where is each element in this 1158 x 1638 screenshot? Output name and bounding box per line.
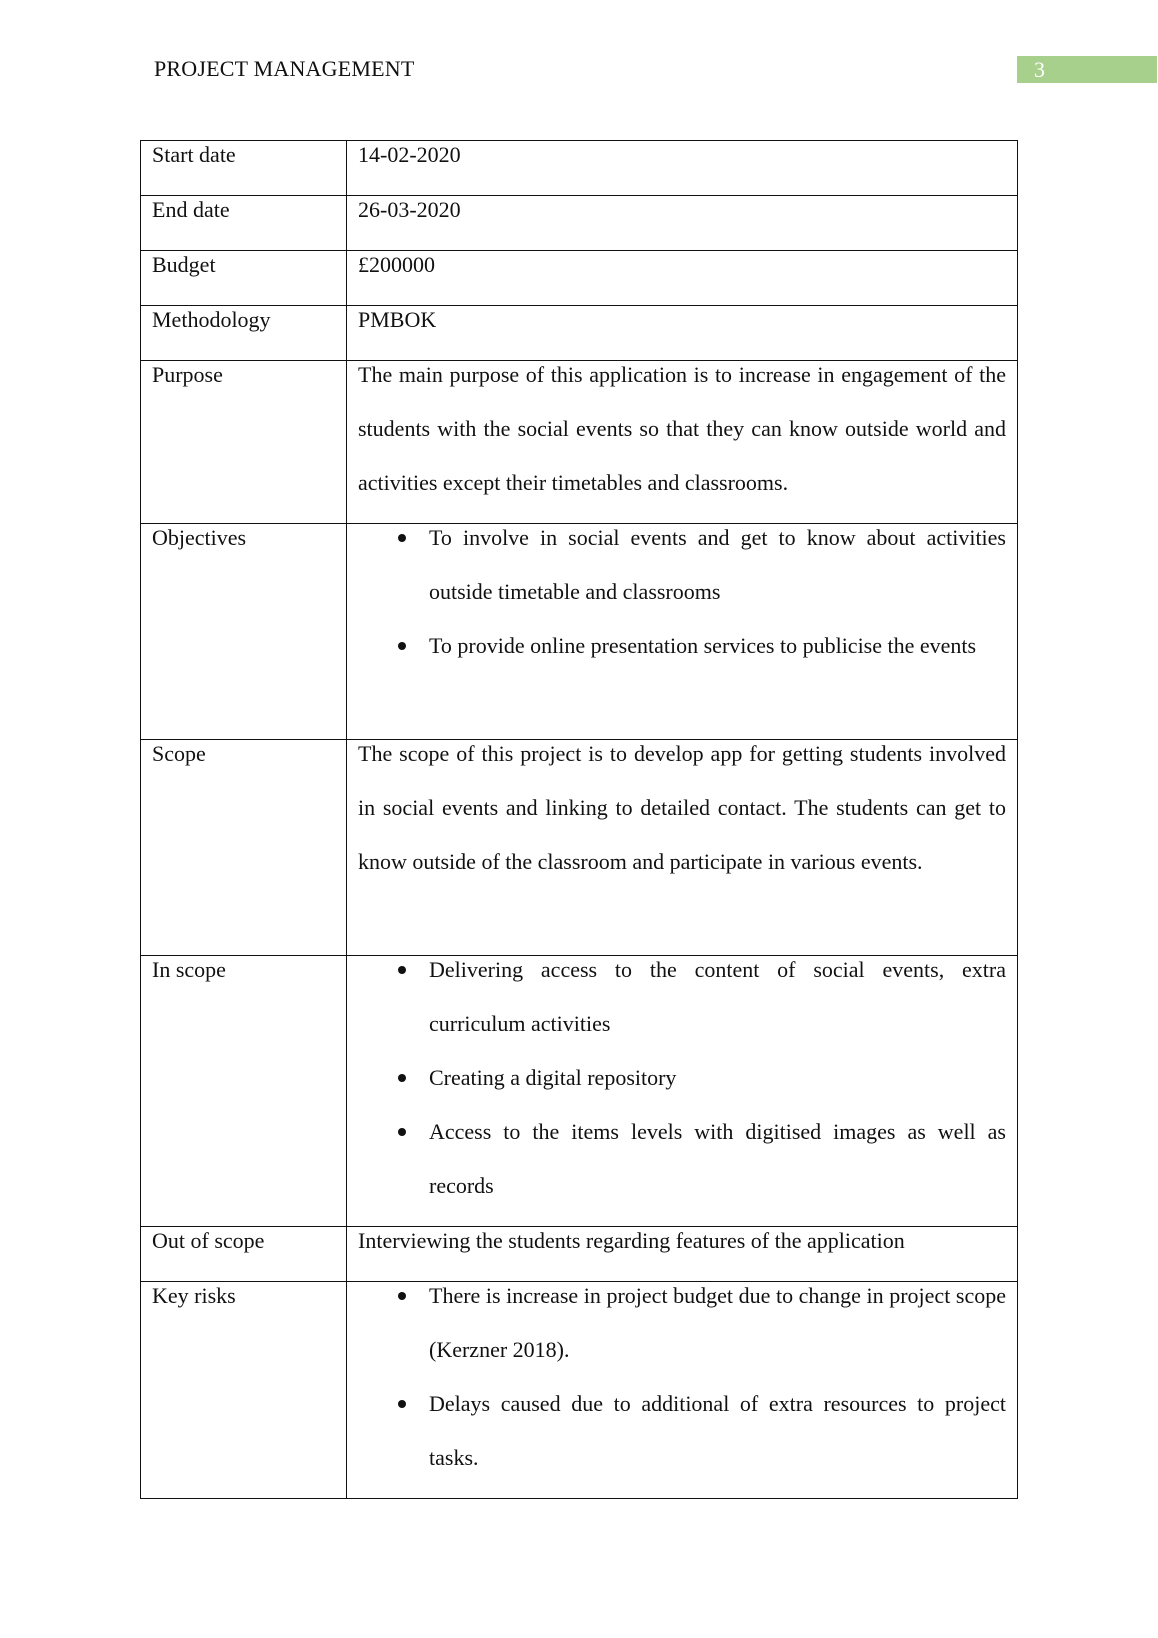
running-header-title: PROJECT MANAGEMENT: [154, 56, 415, 81]
bullet-list: [347, 943, 1017, 1213]
row-label: Start date: [152, 142, 236, 167]
row-label: Budget: [152, 252, 216, 277]
bullet-list: [347, 1269, 1017, 1485]
list-item: Creating a digital repository: [429, 1051, 1006, 1105]
row-label: End date: [152, 197, 230, 222]
list-item: There is increase in project budget due to change in project scope (Kerzner 2018).: [429, 1269, 1006, 1377]
bullet-list: [347, 511, 1017, 673]
list-item: To involve in social events and get to know about activities outside timetable and classrooms: [429, 511, 1006, 619]
row-value: Interviewing the students regarding features of the application: [358, 1228, 905, 1253]
row-value: PMBOK: [358, 307, 437, 332]
table-row: [141, 956, 1018, 1227]
table-row: [141, 361, 1018, 524]
list-item: Delays caused due to additional of extra resources to project tasks.: [429, 1377, 1006, 1485]
row-value: £200000: [358, 252, 435, 277]
page-number-badge: 3: [1017, 56, 1157, 83]
row-value: 26-03-2020: [358, 197, 461, 222]
row-label: Scope: [152, 741, 206, 766]
project-charter-table: [140, 140, 1018, 1499]
row-label: Methodology: [152, 307, 271, 332]
list-item: Access to the items levels with digitised images as well as records: [429, 1105, 1006, 1213]
table-row: [141, 1282, 1018, 1499]
list-item: Delivering access to the content of social events, extra curriculum activities: [429, 943, 1006, 1051]
list-item: To provide online presentation services to publicise the events: [429, 619, 1006, 673]
row-value: 14-02-2020: [358, 142, 461, 167]
row-label: Objectives: [152, 525, 247, 550]
row-label: Purpose: [152, 362, 223, 387]
row-label: Out of scope: [152, 1228, 265, 1253]
table-row: [141, 740, 1018, 956]
row-value: The main purpose of this application is to increase in engagement of the students with the social events so that they can know outside world and activities except their timetables and classrooms.: [358, 362, 1006, 495]
table-row: [141, 524, 1018, 740]
row-label: In scope: [152, 957, 226, 982]
row-value: The scope of this project is to develop app for getting students involved in social events and linking to detailed contact. The students can get to know outside of the classroom and participate in various events.: [358, 741, 1006, 874]
row-label: Key risks: [152, 1283, 236, 1308]
